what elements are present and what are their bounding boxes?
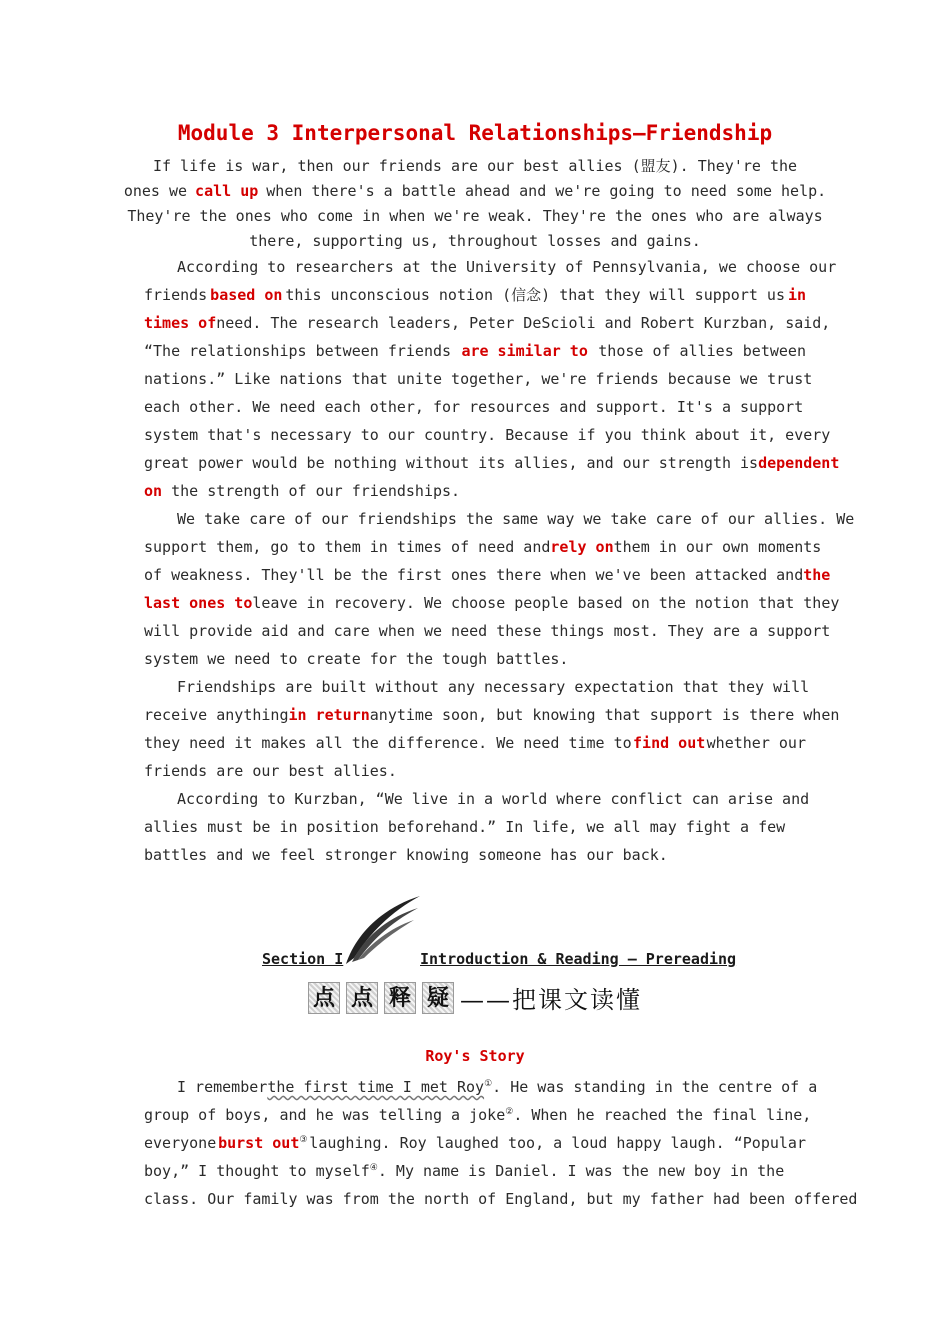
paragraph-line [144, 365, 813, 393]
story-line [144, 1101, 812, 1129]
banner-char-box: 疑 [422, 982, 454, 1014]
text: nations.” Like nations that unite together, we're friends because we trust [144, 370, 813, 388]
text: If life is war, then our friends are our best allies (盟友). They're the [152, 157, 798, 175]
paragraph-line [144, 281, 806, 309]
text: laughing. Roy laughed too, a loud happy laugh. “Popular [309, 1134, 806, 1152]
text: . My name is Daniel. I was the new boy in the [377, 1162, 785, 1180]
footnote-marker: ② [505, 1107, 514, 1117]
text: great power would be nothing without its allies, and our strength is [144, 454, 759, 472]
text: . He was standing in the centre of a [492, 1078, 818, 1096]
paragraph-line [144, 421, 831, 449]
story-title: Roy's Story [425, 1047, 525, 1065]
text: Friendships are built without any necessary expectation that they will [177, 678, 810, 696]
footnote-marker: ③ [299, 1135, 308, 1145]
text: friends [144, 286, 208, 304]
text: They're the ones who come in when we're weak. They're the ones who are always [127, 207, 823, 225]
key-phrase: in return [288, 706, 370, 724]
text: According to Kurzban, “We live in a world where conflict can arise and [177, 790, 810, 808]
key-phrase: dependent [758, 454, 840, 472]
intro-line [144, 152, 806, 180]
text: this unconscious notion (信念) that they will support us [285, 286, 785, 304]
text: everyone [144, 1134, 217, 1152]
paragraph-line [144, 449, 840, 477]
paragraph-line [144, 645, 806, 673]
text: According to researchers at the University of Pennsylvania, we choose our [177, 258, 837, 276]
key-phrase: the [803, 566, 831, 584]
paragraph-line [144, 673, 810, 701]
text: I remember [177, 1078, 268, 1096]
text: . When he reached the final line, [513, 1106, 812, 1124]
text: there, supporting us, throughout losses and gains. [249, 232, 701, 250]
text: when there's a battle ahead and we're going to need some help. [266, 182, 827, 200]
text: support them, go to them in times of need and [144, 538, 551, 556]
key-phrase: last ones to [144, 594, 253, 612]
story-line [144, 1129, 806, 1157]
text: will provide aid and care when we need these things most. They are a support [144, 622, 831, 640]
paragraph-line [144, 393, 806, 421]
text: the strength of our friendships. [171, 482, 461, 500]
page-title: Module 3 Interpersonal Relationships—Friendship [177, 121, 773, 145]
text: class. Our family was from the north of England, but my father had been offered [144, 1190, 858, 1208]
key-phrase: based on [210, 286, 283, 304]
paragraph-line [144, 841, 806, 869]
paragraph-line [144, 785, 810, 813]
key-phrase: are similar to [461, 342, 588, 360]
paragraph-line [144, 617, 831, 645]
text: of weakness. They'll be the first ones there when we've been attacked and [144, 566, 804, 584]
story-line [144, 1185, 858, 1213]
text: each other. We need each other, for resources and support. It's a support [144, 398, 804, 416]
paragraph-line [144, 533, 822, 561]
text: group of boys, and he was telling a joke [144, 1106, 506, 1124]
banner-char-box: 点 [308, 982, 340, 1014]
text: those of allies between [598, 342, 806, 360]
text: We take care of our friendships the same way we take care of our allies. We [177, 510, 855, 528]
key-phrase: rely on [550, 538, 614, 556]
text: leave in recovery. We choose people based on the notion that they [252, 594, 840, 612]
key-phrase: burst out [218, 1134, 300, 1152]
intro-line [144, 227, 806, 255]
text: them in our own moments [613, 538, 822, 556]
key-phrase: call up [195, 182, 259, 200]
feather-swoosh-icon [342, 894, 424, 966]
intro-line [127, 202, 823, 230]
text: battles and we feel stronger knowing someone has our back. [144, 846, 668, 864]
section-subtitle: Introduction & Reading — Prereading [420, 950, 737, 968]
paragraph-line [144, 757, 806, 785]
intro-line [123, 177, 827, 205]
text: “The relationships between friends [144, 342, 452, 360]
text: receive anything [144, 706, 289, 724]
text: whether our [706, 734, 806, 752]
footnote-marker: ④ [369, 1163, 378, 1173]
key-phrase: in [787, 286, 806, 304]
text: they need it makes all the difference. We need time to [144, 734, 632, 752]
banner-heading [0, 980, 950, 1015]
paragraph-line [144, 477, 806, 505]
text: ones we [123, 182, 188, 200]
text: need. The research leaders, Peter DeScioli and Robert Kurzban, said, [216, 314, 831, 332]
key-phrase: find out [633, 734, 706, 752]
text: friends are our best allies. [144, 762, 397, 780]
text: system we need to create for the tough battles. [144, 650, 569, 668]
paragraph-line [144, 309, 831, 337]
paragraph-line [144, 505, 855, 533]
banner-char-box: 点 [346, 982, 378, 1014]
paragraph-line [144, 813, 806, 841]
text: anytime soon, but knowing that support is there when [369, 706, 840, 724]
section-label: Section I [262, 950, 344, 968]
text: boy,” I thought to myself [144, 1162, 370, 1180]
paragraph-line [144, 701, 840, 729]
banner-text: ——把课文读懂 [460, 986, 642, 1014]
paragraph-line [144, 589, 840, 617]
text: allies must be in position beforehand.” In life, we all may fight a few [144, 818, 786, 836]
banner-char-box: 释 [384, 982, 416, 1014]
text: system that's necessary to our country. Because if you think about it, every [144, 426, 831, 444]
paragraph-line [144, 729, 806, 757]
paragraph-line [144, 337, 806, 365]
wavy-underlined-phrase: the first time I met Roy [267, 1078, 485, 1096]
paragraph-line [144, 561, 831, 589]
story-line [144, 1073, 818, 1101]
footnote-marker: ① [484, 1079, 493, 1089]
key-phrase: on [144, 482, 163, 500]
paragraph-line [144, 253, 837, 281]
key-phrase: times of [144, 314, 217, 332]
story-line [144, 1157, 806, 1185]
